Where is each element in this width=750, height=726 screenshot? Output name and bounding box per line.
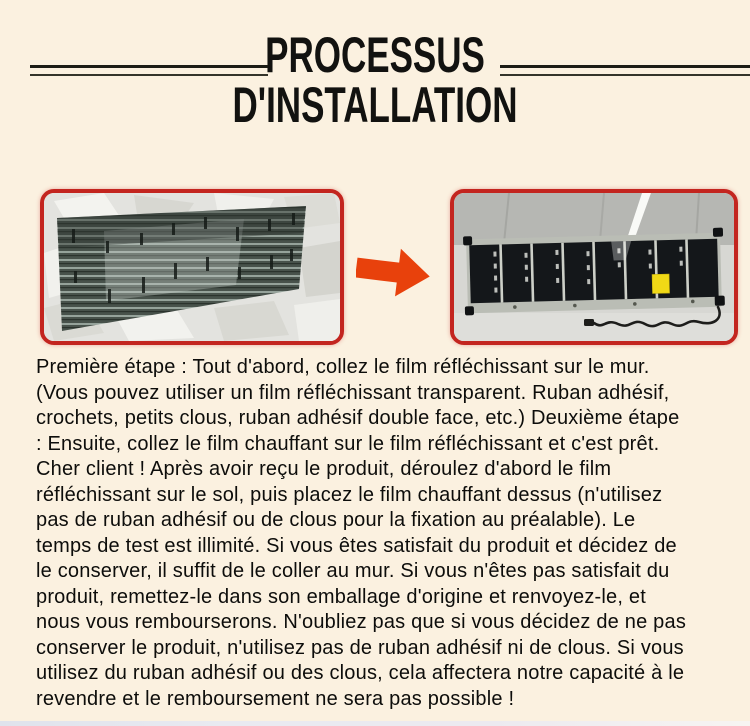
right-arrow-shape (356, 246, 432, 300)
description-line: crochets, petits clous, ruban adhésif double face, etc.) Deuxième étape (36, 407, 680, 429)
description-line: revendre et le remboursement ne sera pas possible ! (36, 687, 515, 710)
right-arrow-icon (356, 246, 432, 300)
reflective-film-on-wall-photo (40, 189, 344, 345)
reflective-film-illustration (44, 193, 340, 341)
description-line: Cher client ! Après avoir reçu le produit, déroulez d'abord le film (36, 458, 612, 480)
installation-description (36, 355, 731, 712)
description-line: (Vous pouvez utiliser un film réfléchissant transparent. Ruban adhésif, (36, 381, 670, 404)
page-title-line1: PROCESSUS (265, 27, 485, 83)
description-line: Première étape : Tout d'abord, collez le film réfléchissant sur le mur. (36, 356, 650, 378)
description-line: temps de test est illimité. Si vous êtes satisfait du produit et décidez de (36, 534, 677, 557)
description-line: réfléchissant sur le sol, puis placez le film chauffant dessus (n'utilisez (36, 483, 663, 506)
heating-film-illustration (454, 193, 734, 341)
header-rule-left (30, 65, 268, 76)
description-line: produit, remettez-le dans son emballage d'origine et renvoyez-le, et (36, 585, 646, 608)
description-line: utilisez du ruban adhésif ou des clous, cela affectera notre capacité à le (36, 662, 685, 684)
header-rule-right (500, 65, 750, 76)
description-line: nous vous rembourserons. N'oubliez pas que si vous décidez de ne pas (36, 611, 687, 633)
page-title-line2: D'INSTALLATION (232, 77, 518, 133)
description-line: pas de ruban adhésif ou de clous pour la fixation au préalable). Le (36, 509, 636, 531)
heating-film-on-floor-photo (450, 189, 738, 345)
description-line: : Ensuite, collez le film chauffant sur le film réfléchissant et c'est prêt. (36, 432, 660, 455)
next-section-edge (0, 721, 750, 726)
description-line: conserver le produit, n'utilisez pas de ruban adhésif ni de clous. Si vous (36, 636, 684, 659)
description-line: le conserver, il suffit de le coller au mur. Si vous n'êtes pas satisfait du (36, 560, 670, 582)
